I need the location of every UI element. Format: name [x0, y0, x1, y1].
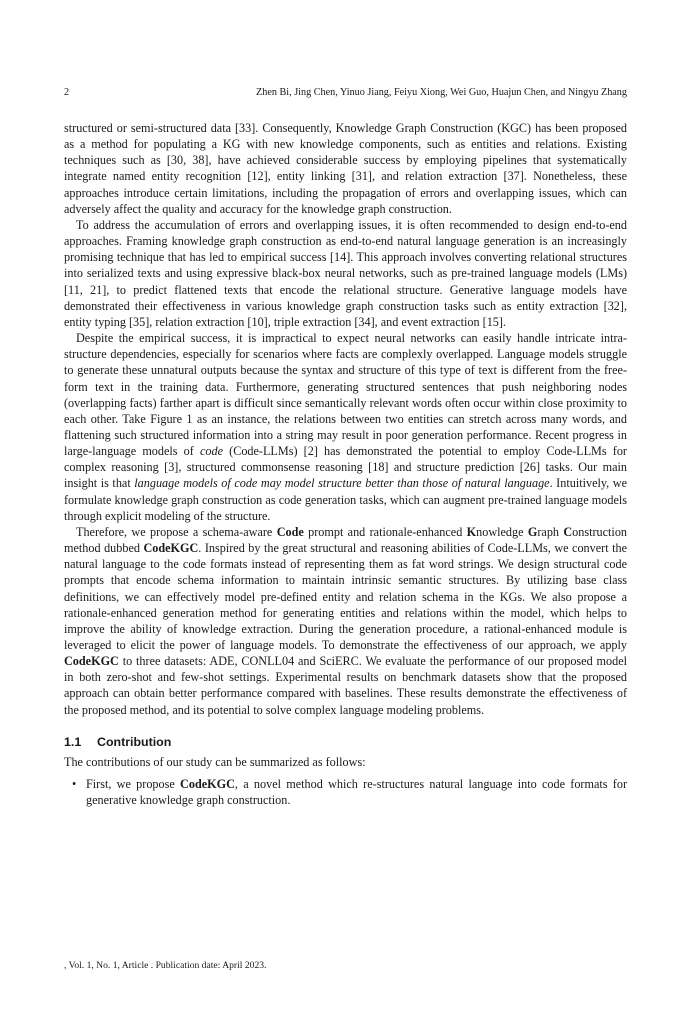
- paragraph-4: [64, 524, 627, 718]
- paragraph-1: structured or semi-structured data [33]. Consequently, Knowledge Graph Construction (KGC) has been proposed as a method for populating a KG with new knowledge components, such as entities and relations. Existing techniques such as [30, 38], have achieved considerable success by employing pipelines that systematically integrate named entity recognition [12], entity linking [31], and relation extraction [37]. Nonetheless, these approaches introduce certain limitations, including the propagation of errors and overlapping issues, which can adversely affect the quality and accuracy for the knowledge graph construction.: [64, 121, 627, 216]
- paragraph-3-part-a: Despite the empirical success, it is impractical to expect neural networks can easily handle intricate intra-structure dependencies, especially for scenarios where facts are complexly overlapped. Language models struggle to generate these unnatural outputs because the syntax and structure of this type of text is different from the free-form text in the training data. Furthermore, generating structured sentences that push neighboring nodes (overlapping facts) farther apart is difficult since semantically relevant words often occur within close proximity to each other. Take Figure 1 as an instance, the relations between two entities can stretch across many words, and flattening such structured information into a string may result in poor generation performance. Recent progress in large-language models of: [64, 331, 627, 459]
- paragraph-4-part-a: Therefore, we propose a schema-aware: [76, 524, 277, 539]
- code-italic: code: [199, 444, 223, 459]
- section-number: 1.1: [64, 734, 82, 749]
- main-insight: language models of code may model structure better than those of natural language: [134, 476, 550, 491]
- method-name: CodeKGC: [64, 654, 119, 669]
- body-text: [64, 120, 627, 808]
- paragraph-4-part-g: to three datasets: ADE, CONLL04 and SciERC. We evaluate the performance of our proposed model in both zero-shot and few-shot settings. Experimental results on benchmark datasets show that the proposed approach can obtain better performance compared with baselines. These results demonstrate the effectiveness of the proposed method, and its potential to solve complex language modeling problems.: [64, 654, 627, 717]
- acronym-letters-code: Code: [276, 524, 304, 539]
- page-number: 2: [64, 87, 70, 98]
- paragraph-4-part-e: onstruction method dubbed: [64, 524, 628, 556]
- method-name: CodeKGC: [143, 541, 199, 556]
- list-item: [64, 776, 627, 808]
- acronym-letter-c: C: [563, 524, 573, 539]
- paragraph-4-part-c: nowledge: [476, 524, 528, 539]
- acronym-letter-g: G: [527, 524, 538, 539]
- paragraph-4-part-d: raph: [537, 524, 564, 539]
- author-list: Zhen Bi, Jing Chen, Yinuo Jiang, Feiyu Xiong, Wei Guo, Huajun Chen, and Ningyu Zhang: [256, 87, 627, 98]
- list-item-post: , a novel method which re-structures natural language into code formats for generative knowledge graph construction.: [86, 776, 627, 808]
- paragraph-3-part-b: (Code-LLMs) [2] has demonstrated the potential to employ Code-LLMs for complex reasoning [3], structured commonsense reasoning [18] and structure prediction [26] tasks. Our main insight is that: [64, 444, 627, 491]
- contribution-list: [64, 776, 627, 808]
- list-item-pre: First, we propose: [86, 776, 181, 791]
- section-title: Contribution: [97, 734, 172, 749]
- method-name: CodeKGC: [180, 776, 235, 791]
- section-intro: The contributions of our study can be summarized as follows:: [64, 754, 366, 769]
- page-footer: , Vol. 1, No. 1, Article . Publication date: April 2023.: [64, 960, 267, 971]
- acronym-letter-k: K: [466, 524, 477, 539]
- paragraph-4-part-f: . Inspired by the great structural and reasoning abilities of Code-LLMs, we convert the natural language to the code formats instead of representing them as fat word strings. We design structural code prompts that encode schema information to maintain intrinsic semantic structures. By utilizing base class definitions, we can effectively model pre-defined entity and relation schema in the KGs. We also propose a rationale-enhanced generation method for generating entities and relations within the model, which helps to improve the ability of knowledge extraction. During the generation procedure, a rational-enhanced module is leveraged to elicit the power of language models. To demonstrate the effectiveness of our approach, we apply: [64, 541, 627, 652]
- paragraph-3-part-c: . Intuitively, we formulate knowledge graph construction as code generation tasks, which can augment pre-trained language models through explicit modeling of the structure.: [64, 476, 627, 523]
- section-heading: [64, 734, 627, 750]
- bullet-icon: •: [72, 776, 77, 791]
- paragraph-2: To address the accumulation of errors and overlapping issues, it is often recommended to design end-to-end approaches. Framing knowledge graph construction as end-to-end natural language generation is an increasingly promising technique that has led to empirical success [14]. This approach involves converting relational structures into serialized texts and using expressive black-box neural networks, such as pre-trained language models (LMs) [11, 21], to predict flattened texts that encode the relational structure. Generative language models have demonstrated their effectiveness in various knowledge graph construction tasks such as entity extraction [32], entity typing [35], relation extraction [10], triple extraction [34], and event extraction [15].: [64, 217, 627, 329]
- paragraph-3: [64, 330, 627, 524]
- paper-page: [64, 0, 627, 1024]
- paragraph-4-part-b: prompt and rationale-enhanced: [303, 524, 467, 539]
